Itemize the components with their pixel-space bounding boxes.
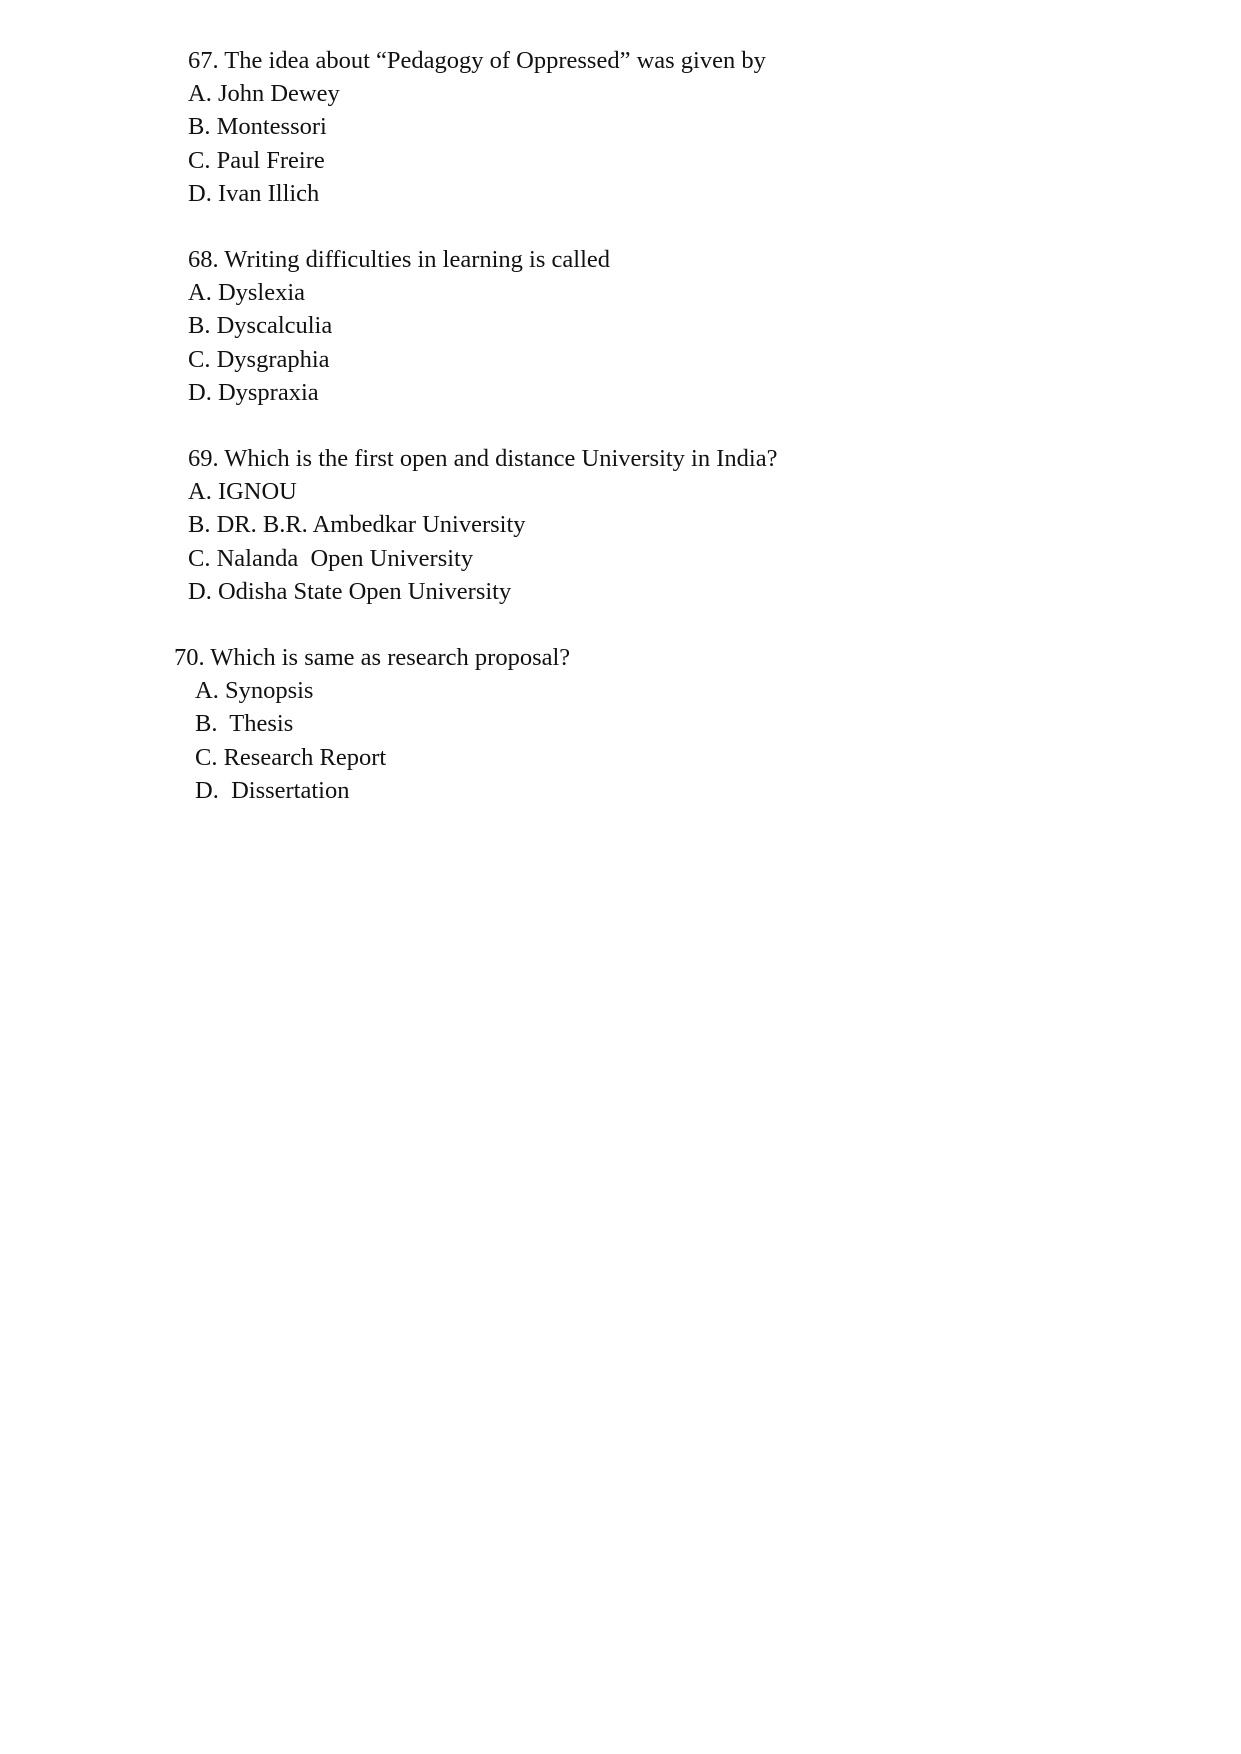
question-stem: 70. Which is same as research proposal? [174,644,571,671]
option-c: C. Nalanda Open University [188,544,474,572]
question-stem: 69. Which is the first open and distance University in India? [188,445,778,472]
option-b: B. Montessori [188,113,327,141]
option-a: A. John Dewey [188,80,340,108]
option-d: D. Odisha State Open University [188,577,512,605]
question-67 [0,44,1000,210]
option-a: A. Dyslexia [188,279,306,307]
option-b: B. DR. B.R. Ambedkar University [188,511,526,539]
option-d: D. Dyspraxia [188,378,319,406]
option-d: D. Dissertation [195,776,350,804]
option-c: C. Paul Freire [188,146,325,174]
option-a: A. Synopsis [195,677,314,705]
question-stem: 68. Writing difficulties in learning is called [188,246,611,273]
option-c: C. Dysgraphia [188,345,330,373]
option-b: B. Thesis [195,710,294,738]
option-a: A. IGNOU [188,478,297,506]
question-70 [0,641,1000,807]
option-d: D. Ivan Illich [188,179,320,207]
question-stem: 67. The idea about “Pedagogy of Oppressed” was given by [188,47,766,74]
question-68 [0,243,1000,409]
question-69 [0,442,1000,608]
option-b: B. Dyscalculia [188,312,333,340]
option-c: C. Research Report [195,743,387,771]
